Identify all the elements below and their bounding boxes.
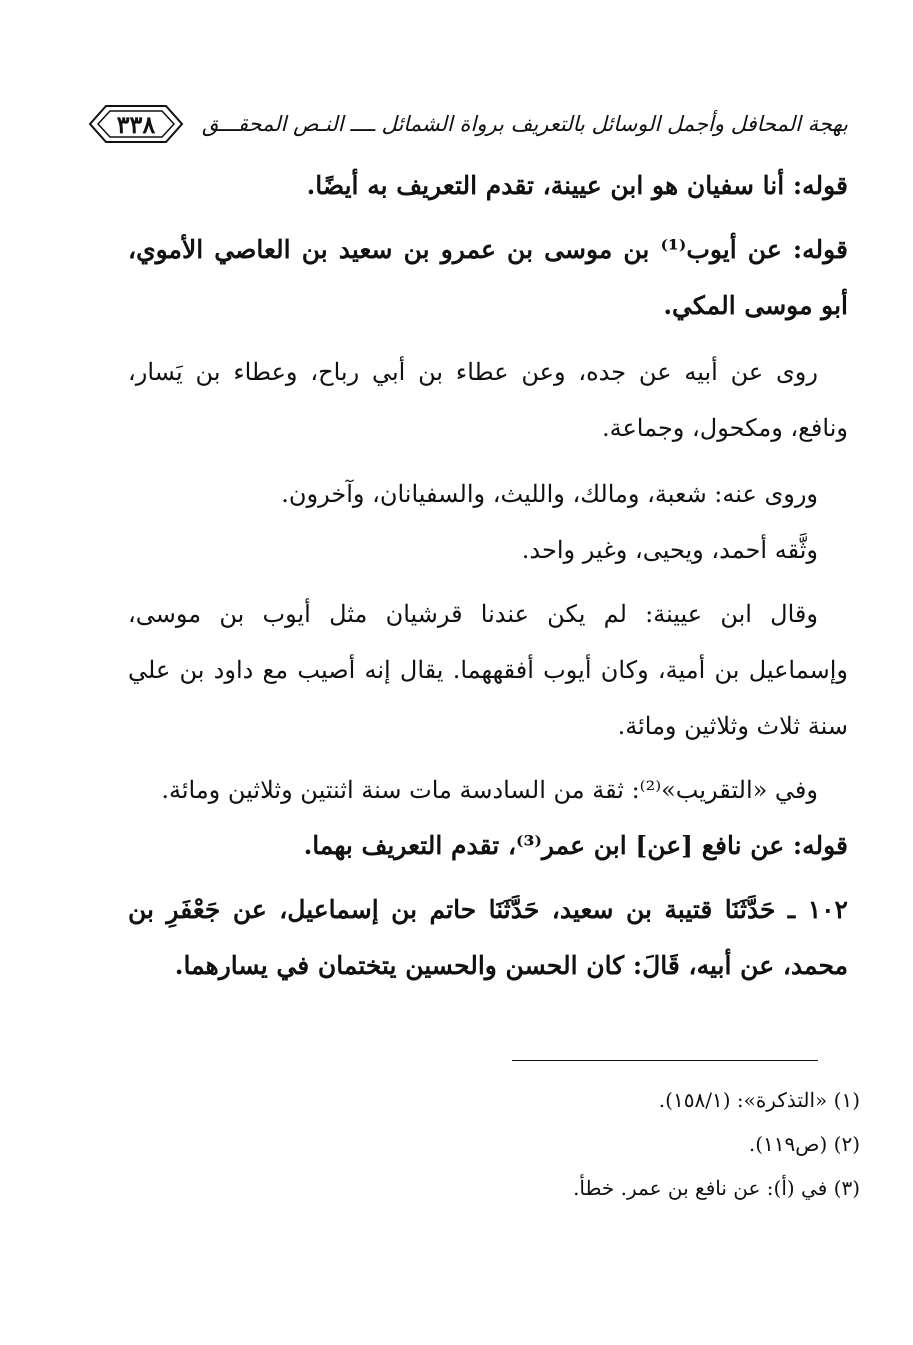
page-number-badge	[88, 102, 184, 146]
paragraph: قوله: عن أيوب⁽¹⁾ بن موسى بن عمرو بن سعيد بن العاصي الأموي، أبو موسى المكي.	[128, 235, 848, 320]
footnotes	[400, 1078, 860, 1210]
main-text	[128, 158, 848, 994]
paragraph: وثَّقه أحمد، ويحيى، وغير واحد.	[521, 536, 818, 564]
paragraph: وفي «التقريب»⁽²⁾: ثقة من السادسة مات سنة اثنتين وثلاثين ومائة.	[161, 776, 818, 804]
paragraph: قوله: أنا سفيان هو ابن عيينة، تقدم التعريف به أيضًا.	[306, 171, 848, 200]
paragraph: قوله: عن نافع [عن] ابن عمر⁽³⁾، تقدم التعريف بهما.	[303, 831, 848, 860]
footnote: (٣) في (أ): عن نافع بن عمر. خطأ.	[573, 1176, 860, 1200]
footnote: (١) «التذكرة»: (١٥٨/١).	[658, 1088, 860, 1112]
footnote-divider	[512, 1060, 818, 1061]
paragraph: روى عن أبيه عن جده، وعن عطاء بن أبي رباح، وعطاء بن يَسار، ونافع، ومكحول، وجماعة.	[128, 358, 848, 442]
paragraph: وروى عنه: شعبة، ومالك، والليث، والسفيانان، وآخرون.	[281, 480, 818, 508]
header-title: بهجة المحافل وأجمل الوسائل بالتعريف برواة الشمائل ــــ النـص المحقـــق	[201, 112, 848, 136]
hadith-paragraph: ١٠٢ ـ حَدَّثَنَا قتيبة بن سعيد، حَدَّثَنَا حاتم بن إسماعيل، عن جَعْفَرِ بن محمد، عن أبيه، قَالَ: كان الحسن والحسين يتختمان في يسارهما.	[128, 895, 848, 980]
footnote: (٢) (ص١١٩).	[748, 1132, 860, 1156]
paragraph: وقال ابن عيينة: لم يكن عندنا قرشيان مثل أيوب بن موسى، وإسماعيل بن أمية، وكان أيوب أفقههما. يقال إنه أصيب مع داود بن علي سنة ثلاث وثلاثين ومائة.	[128, 600, 848, 740]
page-number: ٣٣٨	[116, 109, 156, 139]
running-header	[92, 96, 848, 152]
